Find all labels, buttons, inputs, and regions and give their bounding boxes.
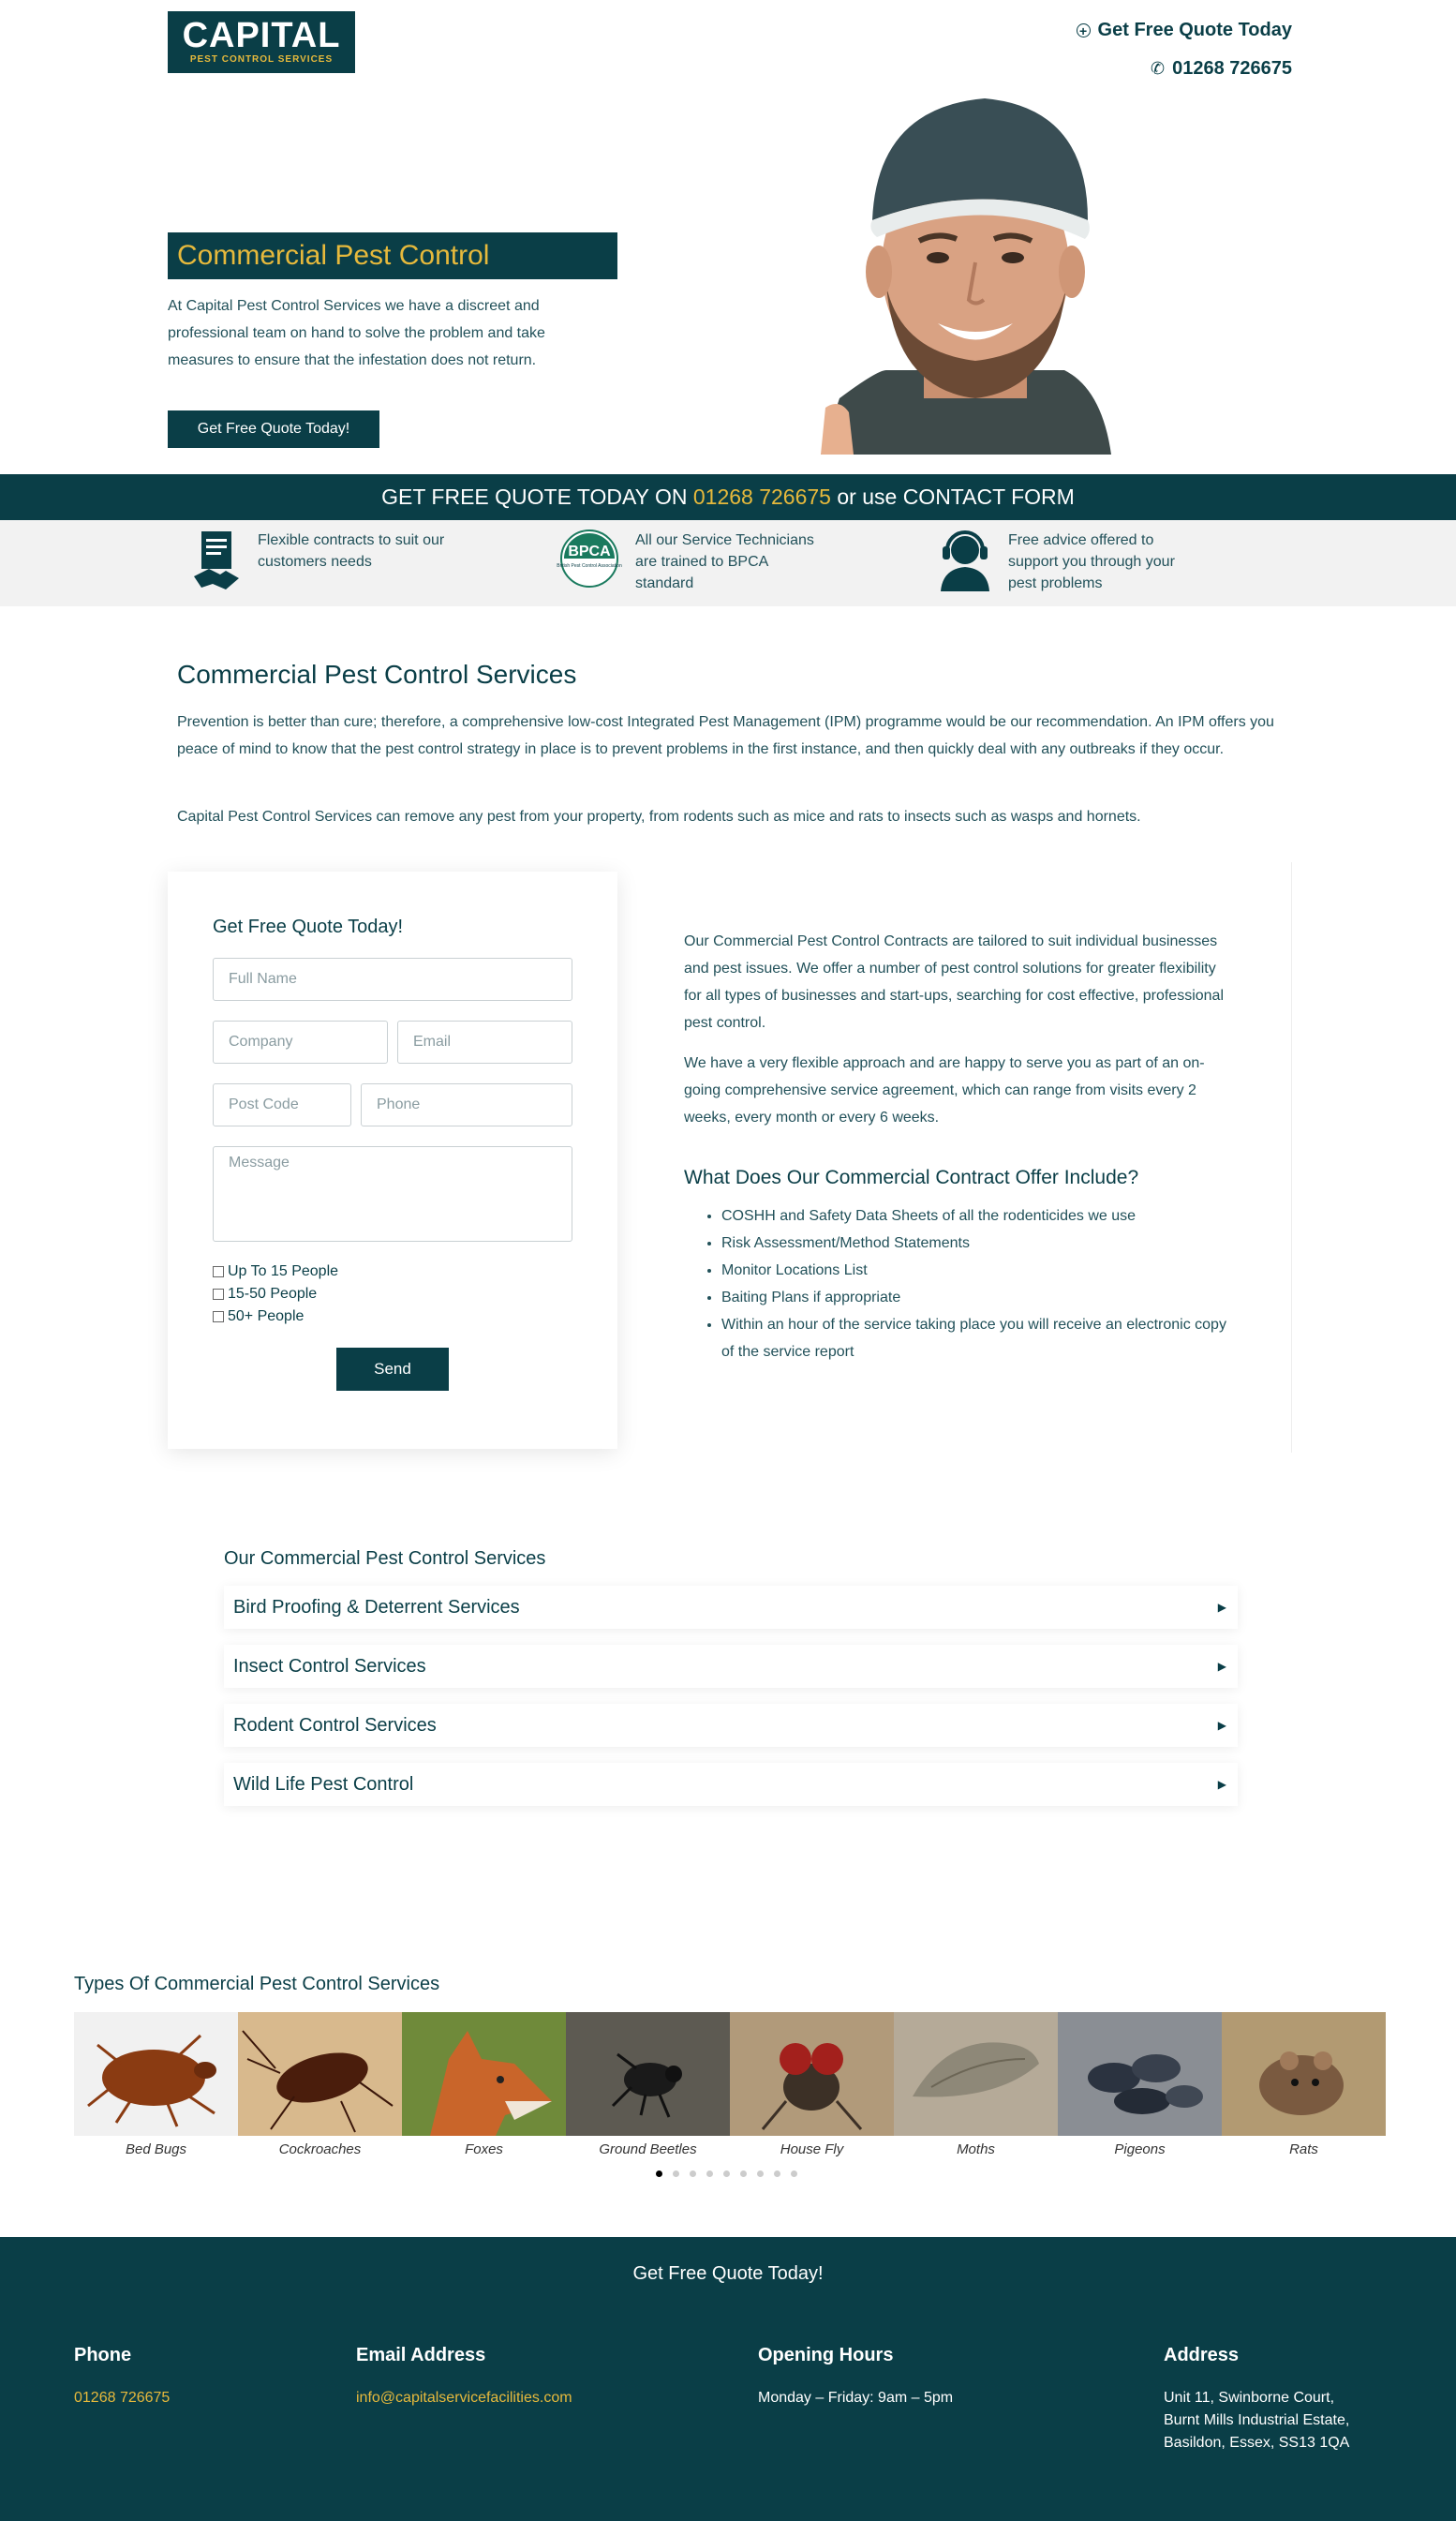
message-field[interactable]: Message — [213, 1146, 572, 1242]
feature-bpca — [557, 530, 823, 594]
hero-text: At Capital Pest Control Services we have a discreet and professional team on hand to solve the problem and take measures to ensure that the infestation does not return. — [168, 298, 545, 368]
pest-carousel[interactable] — [74, 2012, 1386, 2136]
phone-field[interactable]: Phone — [361, 1083, 572, 1126]
carousel-dots — [656, 2170, 797, 2177]
checkbox[interactable] — [213, 1266, 224, 1277]
feature-advice — [939, 530, 1196, 594]
caption: Rats — [1289, 2141, 1318, 2157]
quote-link-label: Get Free Quote Today — [1097, 20, 1292, 40]
company-field[interactable]: Company — [213, 1021, 388, 1064]
option-50-plus[interactable] — [213, 1308, 304, 1325]
carousel-dot[interactable] — [656, 2170, 662, 2177]
bpca-badge-text: BPCA — [568, 544, 611, 559]
fox-image[interactable] — [402, 2012, 566, 2136]
form-title: Get Free Quote Today! — [213, 917, 404, 937]
logo-sub: PEST CONTROL SERVICES — [189, 54, 334, 65]
contract-list — [684, 1202, 1227, 1365]
accordion-rodent-control[interactable] — [224, 1704, 1238, 1747]
checkbox[interactable] — [213, 1311, 224, 1322]
accordion-insect-control[interactable] — [224, 1645, 1238, 1688]
logo[interactable] — [168, 11, 355, 73]
footer-phone — [74, 2345, 170, 2409]
contract-paragraph-2: We have a very flexible approach and are happy to serve you as part of an on-going comprehensive service agreement, which can range from visits every 2 weeks, every month or every 6 weeks. — [684, 1055, 1205, 1126]
types-title: Types Of Commercial Pest Control Services — [74, 1974, 440, 1994]
list-item: • Risk Assessment/Method Statements — [721, 1230, 1227, 1257]
banner-suffix: or use CONTACT FORM — [837, 485, 1075, 509]
carousel-dot[interactable] — [690, 2170, 696, 2177]
caption: House Fly — [780, 2141, 844, 2157]
footer-hours-heading: Opening Hours — [758, 2345, 894, 2365]
feature-contracts-text: Flexible contracts to suit our customers needs — [258, 532, 445, 570]
carousel-dot[interactable] — [740, 2170, 747, 2177]
contract-icon — [192, 530, 241, 591]
contract-paragraph-1: Our Commercial Pest Control Contracts are tailored to suit individual businesses and pest issues. We offer a number of pest control solutions for greater flexibility for all types of businesses and start-ups, searching for cost effective, professional pest control. — [684, 933, 1224, 1031]
footer-quote-link[interactable]: Get Free Quote Today! — [632, 2263, 824, 2284]
intro-paragraph-1: Prevention is better than cure; therefore, a comprehensive low-cost Integrated Pest Management (IPM) programme would be our recommendation. An IPM offers you peace of mind to know that the pest control strategy in place is to prevent problems in the first instance, and then quickly deal with any outbreaks if they occur. — [177, 714, 1274, 757]
caption: Bed Bugs — [125, 2141, 187, 2157]
footer-address-line: Burnt Mills Industrial Estate, — [1164, 2412, 1350, 2428]
plus-circle-icon: + — [1077, 23, 1091, 37]
accordion-label: Wild Life Pest Control — [233, 1774, 414, 1795]
phone-link-label: 01268 726675 — [1172, 58, 1292, 79]
carousel-dot[interactable] — [706, 2170, 713, 2177]
full-name-field[interactable]: Full Name — [213, 958, 572, 1001]
accordion-bird-proofing[interactable] — [224, 1586, 1238, 1629]
phone-link[interactable] — [1077, 50, 1292, 88]
feature-advice-text: Free advice offered to support you through your pest problems — [1008, 532, 1175, 591]
option-label: 50+ People — [228, 1308, 305, 1324]
option-label: Up To 15 People — [228, 1263, 339, 1279]
services-title: Our Commercial Pest Control Services — [224, 1548, 546, 1569]
accordion-label: Insect Control Services — [233, 1656, 426, 1677]
list-item: • Monitor Locations List — [721, 1257, 1227, 1284]
footer-email-link[interactable]: info@capitalservicefacilities.com — [356, 2390, 572, 2406]
banner-prefix: GET FREE QUOTE TODAY ON — [381, 485, 688, 509]
hero-title: Commercial Pest Control — [168, 232, 617, 279]
contract-heading: What Does Our Commercial Contract Offer Include? — [684, 1167, 1139, 1188]
caret-right-icon: ▶ — [1217, 1719, 1226, 1732]
option-label: 15-50 People — [228, 1286, 318, 1302]
headset-icon — [939, 530, 991, 591]
intro-title: Commercial Pest Control Services — [177, 660, 577, 689]
email-field[interactable]: Email — [397, 1021, 572, 1064]
quote-banner[interactable] — [0, 474, 1456, 520]
cockroach-image[interactable] — [238, 2012, 402, 2136]
contract-info — [684, 928, 1227, 1365]
phone-icon: ✆ — [1150, 59, 1166, 78]
pigeons-image[interactable] — [1058, 2012, 1222, 2136]
banner-phone[interactable]: 01268 726675 — [692, 485, 831, 509]
accordion-wild-life[interactable] — [224, 1763, 1238, 1806]
technician-photo — [821, 89, 1130, 455]
footer-phone-link[interactable]: 01268 726675 — [74, 2390, 171, 2406]
bpca-icon — [557, 530, 622, 588]
footer-address-line: Unit 11, Swinborne Court, — [1164, 2390, 1335, 2406]
ground-beetle-image[interactable] — [566, 2012, 730, 2136]
accordion-label: Bird Proofing & Deterrent Services — [233, 1597, 520, 1618]
hero-quote-button[interactable]: Get Free Quote Today! — [168, 410, 379, 448]
list-item: • Baiting Plans if appropriate — [721, 1284, 1227, 1311]
quote-link[interactable] — [1077, 11, 1292, 50]
carousel-dot[interactable] — [774, 2170, 780, 2177]
footer-address — [1164, 2345, 1349, 2454]
caret-right-icon: ▶ — [1217, 1660, 1226, 1673]
checkbox[interactable] — [213, 1289, 224, 1300]
caption: Ground Beetles — [599, 2141, 697, 2157]
footer-email — [356, 2345, 572, 2409]
carousel-dot[interactable] — [723, 2170, 730, 2177]
caption: Foxes — [465, 2141, 503, 2157]
footer-address-heading: Address — [1164, 2345, 1240, 2365]
list-item: • COSHH and Safety Data Sheets of all the rodenticides we use — [721, 1202, 1227, 1230]
carousel-dot[interactable] — [791, 2170, 797, 2177]
footer-email-heading: Email Address — [356, 2345, 486, 2365]
caption: Pigeons — [1114, 2141, 1166, 2157]
carousel-dot[interactable] — [673, 2170, 679, 2177]
post-code-field[interactable]: Post Code — [213, 1083, 351, 1126]
intro-paragraph-2: Capital Pest Control Services can remove any pest from your property, from rodents such as mice and rats to insects such as wasps and hornets. — [177, 809, 1141, 825]
caption: Cockroaches — [278, 2141, 362, 2157]
list-item: • Within an hour of the service taking place you will receive an electronic copy of the service report — [721, 1311, 1227, 1365]
caret-right-icon: ▶ — [1217, 1601, 1226, 1614]
rat-image[interactable] — [1222, 2012, 1386, 2136]
bed-bug-image[interactable] — [74, 2012, 238, 2136]
footer-hours — [758, 2345, 953, 2409]
quote-form — [168, 872, 617, 1449]
features-strip — [0, 520, 1456, 606]
carousel-dot[interactable] — [757, 2170, 764, 2177]
pest-captions — [74, 2141, 1386, 2157]
footer-address-line: Basildon, Essex, SS13 1QA — [1164, 2435, 1350, 2451]
feature-bpca-text: All our Service Technicians are trained to BPCA standard — [635, 532, 814, 591]
moth-image[interactable] — [894, 2012, 1058, 2136]
top-links — [1077, 11, 1292, 88]
option-15-50[interactable] — [213, 1286, 317, 1303]
caret-right-icon: ▶ — [1217, 1778, 1226, 1791]
house-fly-image[interactable] — [730, 2012, 894, 2136]
bpca-badge-sub: British Pest Control Association — [557, 563, 622, 569]
footer — [0, 2237, 1456, 2521]
footer-phone-heading: Phone — [74, 2345, 132, 2365]
accordion-label: Rodent Control Services — [233, 1715, 437, 1736]
feature-contracts — [192, 530, 445, 591]
divider — [1291, 862, 1292, 1453]
caption: Moths — [957, 2141, 995, 2157]
footer-hours-value: Monday – Friday: 9am – 5pm — [758, 2390, 954, 2406]
option-up-to-15[interactable] — [213, 1263, 338, 1280]
send-button[interactable]: Send — [336, 1348, 449, 1391]
logo-main: CAPITAL — [182, 16, 341, 55]
